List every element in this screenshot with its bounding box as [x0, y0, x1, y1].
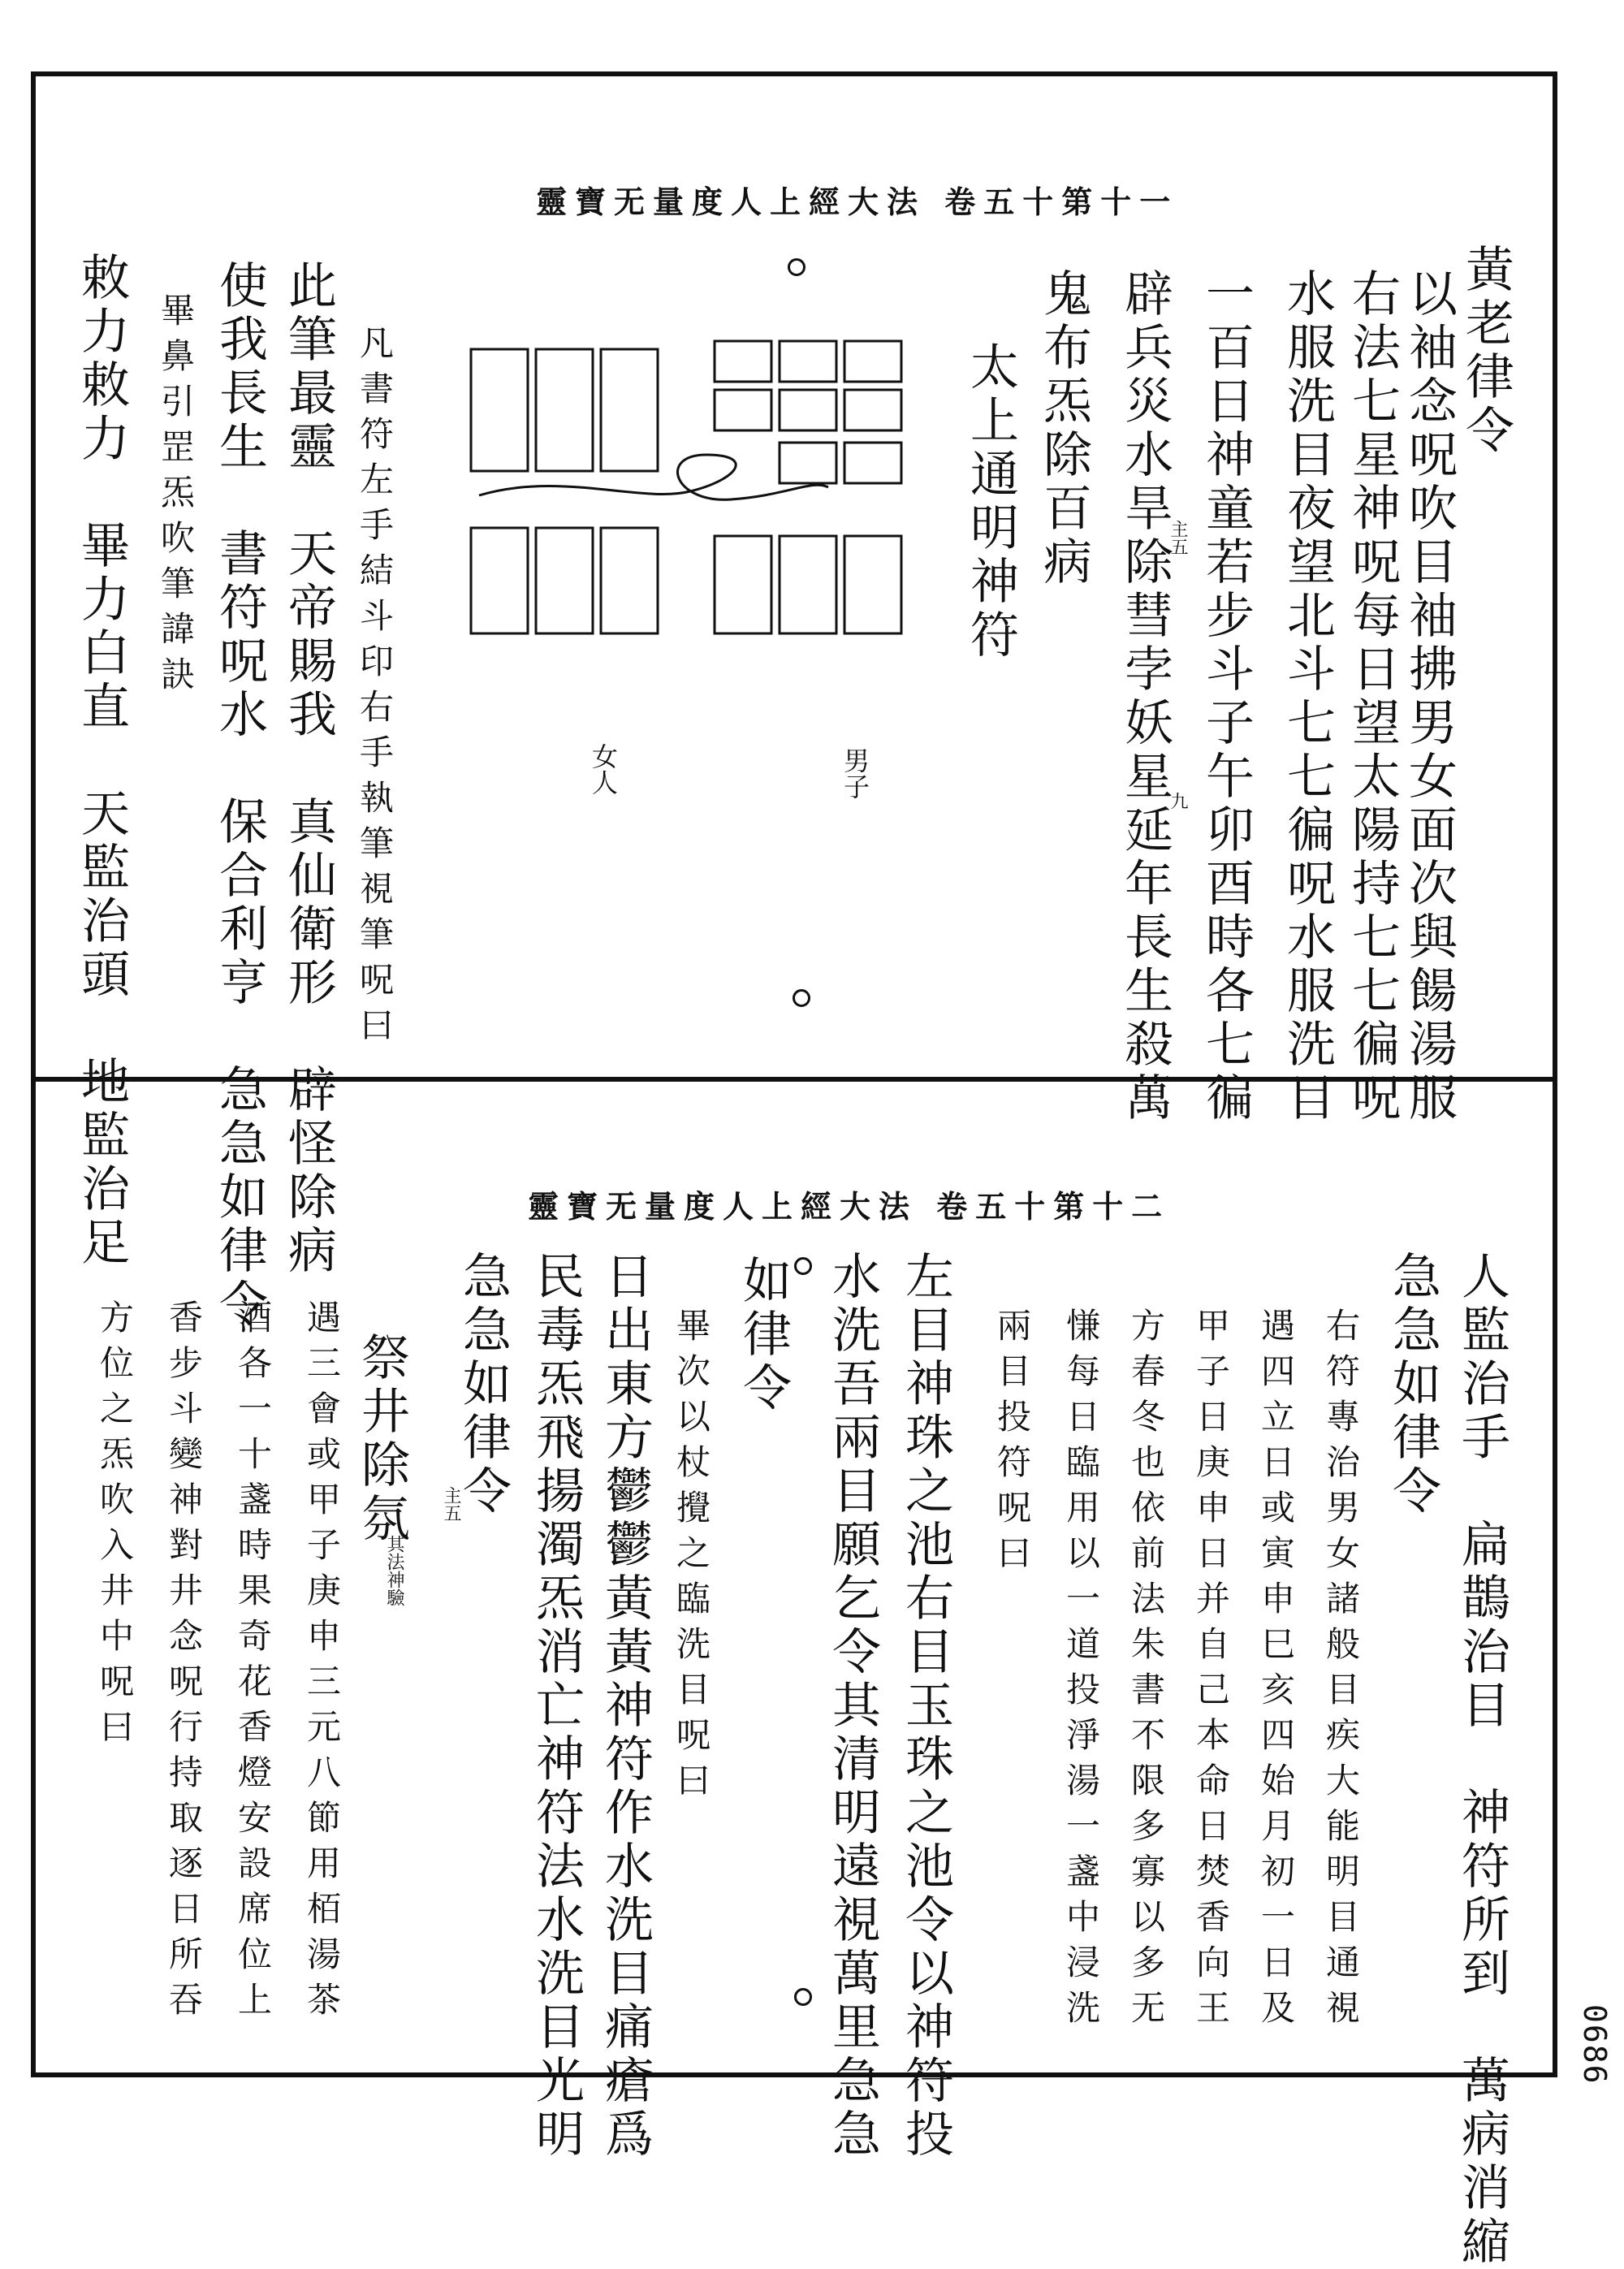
- top-col-3: 右法七星神呪每日望太陽持七七徧呪: [1344, 268, 1401, 1126]
- bottom-note-small: 其法神驗: [384, 1535, 404, 1606]
- top-note-1: 主五: [1168, 520, 1188, 555]
- top-col-9: 凡書符左手結斗印右手執筆視筆呪曰: [355, 325, 395, 1052]
- bottom-col-2: 急急如律令: [1384, 1251, 1441, 1519]
- top-col-11: 使我長生 書符呪水 保合利亨 急急如律令: [211, 260, 268, 1332]
- top-col-12: 畢鼻引罡炁吹筆諱訣: [156, 292, 196, 702]
- label-male: 男子: [840, 747, 870, 799]
- top-col-4: 水服洗目夜望北斗七七徧呪水服洗目: [1279, 268, 1336, 1126]
- binding-hole: [793, 989, 810, 1007]
- bottom-col-1: 人監治手 扁鵲治目 神符所到 萬病消縮: [1453, 1251, 1510, 2269]
- bottom-col-3: 右符專治男女諸般目疾大能明目通視: [1321, 1307, 1361, 2035]
- top-note-2: 九: [1168, 792, 1188, 810]
- bottom-note-1: 主五: [441, 1486, 461, 1522]
- bottom-col-15: 急急如律令: [455, 1251, 512, 1519]
- bottom-col-9: 左目神珠之池右目玉珠之池令以神符投: [897, 1251, 954, 2162]
- top-col-8: 太上通明神符: [962, 341, 1019, 663]
- page-number: 0686: [1577, 2004, 1613, 2085]
- bottom-col-16: 祭井除氛: [353, 1332, 410, 1546]
- label-female: 女人: [588, 743, 619, 795]
- talisman-figure: [463, 333, 918, 658]
- bottom-col-11: 如律令: [735, 1255, 792, 1415]
- binding-hole: [794, 1988, 812, 2006]
- bottom-col-10: 水洗吾兩目願乞令其清明遠視萬里急急: [824, 1251, 881, 2162]
- bottom-col-14: 民毒炁飛揚濁炁消亡神符法水洗目光明: [528, 1251, 585, 2162]
- top-col-7: 鬼布炁除百病: [1035, 268, 1092, 590]
- top-col-5: 一百日神童若步斗子午卯酉時各七徧: [1198, 268, 1255, 1126]
- bottom-col-17: 遇三會或甲子庚申三元八節用栢湯茶: [302, 1299, 342, 2027]
- bottom-col-18: 酒各一十盞時果奇花香燈安設席位上: [233, 1299, 273, 2027]
- bottom-col-13: 日出東方鬱鬱黃黃神符作水洗目痛瘡爲: [597, 1251, 654, 2162]
- top-col-10: 此筆最靈 天帝賜我 真仙衛形 辟怪除病: [280, 260, 337, 1278]
- bottom-col-12: 畢次以杖攪之臨洗目呪曰: [672, 1307, 711, 1808]
- bottom-col-6: 方春冬也依前法朱書不限多寡以多无: [1126, 1307, 1166, 2035]
- top-col-1: 黃老律令: [1458, 244, 1514, 458]
- bottom-col-19: 香步斗變神對井念呪行持取逐日所吞: [164, 1299, 204, 2027]
- bottom-col-4: 遇四立日或寅申巳亥四始月初一日及: [1256, 1307, 1296, 2035]
- bottom-col-7: 慊每日臨用以一道投淨湯一盞中浸洗: [1061, 1307, 1101, 2035]
- binding-hole: [794, 1257, 812, 1275]
- top-col-2: 以袖念呪吹目袖拂男女面次與餳湯服: [1401, 268, 1458, 1126]
- bottom-header: 靈寶无量度人上經大法 卷五十第十二: [528, 1188, 1171, 1225]
- bottom-col-5: 甲子日庚申日并自己本命日焚香向王: [1191, 1307, 1231, 2035]
- bottom-col-20: 方位之炁吹入井中呪曰: [95, 1299, 135, 1754]
- bottom-col-8: 兩目投符呪曰: [992, 1307, 1032, 1580]
- top-header: 靈寶无量度人上經大法 卷五十第十一: [536, 184, 1179, 220]
- binding-hole: [788, 258, 806, 276]
- top-col-6: 辟兵災水旱除彗孛妖星延年長生殺萬: [1116, 268, 1173, 1126]
- top-col-13: 敕力敕力 畢力白直 天監治頭 地監治足: [73, 252, 130, 1270]
